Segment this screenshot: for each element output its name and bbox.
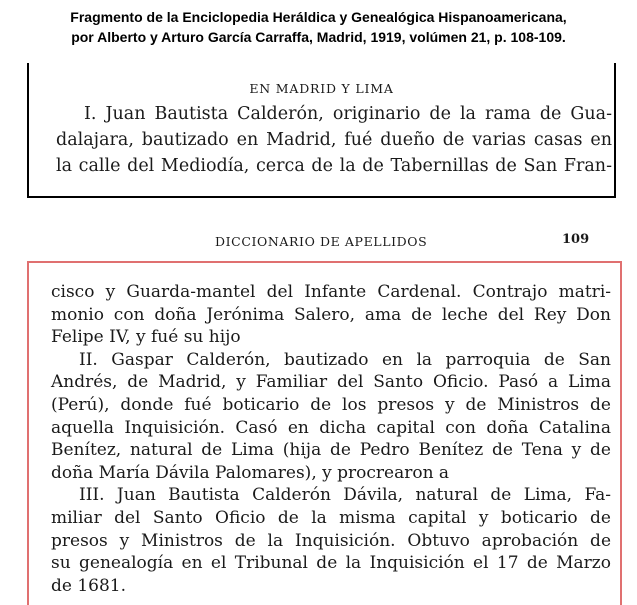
text-line: Benítez, natural de Lima (hija de Pedro Benítez de Tena y de — [51, 440, 611, 461]
text-line: Felipe IV, y fué su hijo — [51, 327, 241, 348]
text-line: presos y Ministros de la Inquisición. Obtuvo aprobación de — [51, 530, 611, 551]
text-line: miliar del Santo Oficio de la misma capital y boticario de — [51, 507, 611, 528]
text-line: Andrés, de Madrid, y Familiar del Santo Oficio. Pasó a Lima — [51, 372, 611, 393]
text-line: dalajara, bautizado en Madrid, fué dueño de varias casas en — [56, 130, 612, 150]
fragment-page-109-text — [51, 281, 611, 597]
section-heading: EN MADRID Y LIMA — [249, 81, 394, 96]
running-head: DICCIONARIO DE APELLIDOS — [215, 234, 428, 249]
text-line: su genealogía en el Tribunal de la Inquisición el 17 de Marzo — [51, 553, 611, 574]
text-line: de 1681. — [51, 575, 127, 596]
text-line: cisco y Guarda-mantel del Infante Cardenal. Contrajo matri- — [51, 282, 611, 302]
text-line: doña María Dávila Palomares), y procrearon a — [51, 462, 450, 483]
text-line: II. Gaspar Calderón, bautizado en la parroquia de San — [79, 349, 611, 370]
fragment-page-109 — [27, 261, 622, 605]
text-line: aquella Inquisición. Casó en dicha capital con doña Catalina — [51, 417, 611, 438]
text-line: monio con doña Jerónima Salero, ama de leche del Rey Don — [51, 304, 611, 325]
caption-line-2: por Alberto y Arturo García Carraffa, Madrid, 1919, volúmen 21, p. 108-109. — [71, 29, 566, 45]
text-line: la calle del Mediodía, cerca de la de Tabernillas de San Fran- — [56, 156, 612, 176]
text-line: (Perú), donde fué boticario de los presos y de Ministros de — [51, 394, 611, 415]
caption-line-1: Fragmento de la Enciclopedia Heráldica y Genealógica Hispanoamericana, — [70, 9, 567, 25]
text-line: III. Juan Bautista Calderón Dávila, natural de Lima, Fa- — [79, 485, 611, 506]
text-line: I. Juan Bautista Calderón, originario de la rama de Gua- — [84, 104, 612, 124]
image-caption — [0, 7, 637, 47]
fragment-page-108 — [27, 63, 616, 198]
fragment-page-108-text — [56, 101, 612, 179]
page-number: 109 — [562, 232, 590, 247]
